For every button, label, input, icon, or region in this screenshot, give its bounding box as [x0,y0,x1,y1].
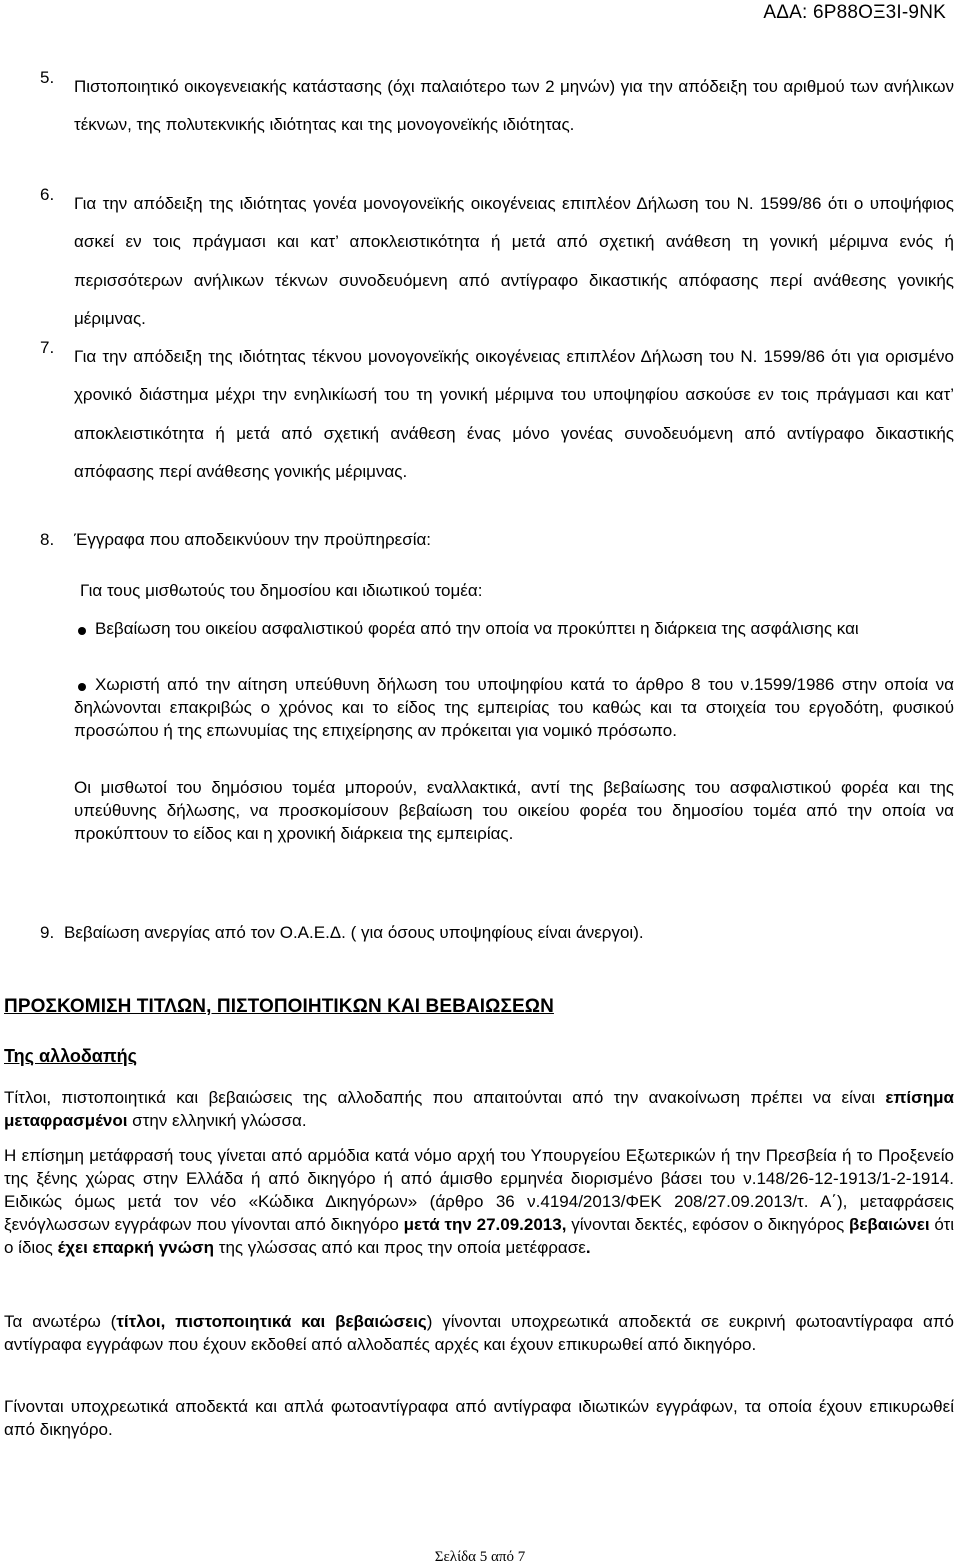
bold-run: επίσημα μεταφρασμένοι [4,1088,954,1130]
item-number: 5. [40,68,55,87]
item-first-line: Για την απόδειξη της ιδιότητας τέκνου μονογονεϊκής οικογένειας επιπλέον Δήλωση του Ν. [74,347,758,366]
item-text [74,338,954,492]
section-heading: ΠΡΟΣΚΟΜΙΣΗ ΤΙΤΛΩΝ, ΠΙΣΤΟΠΟΙΗΤΙΚΩΝ ΚΑΙ ΒΕΒΑΙΩΣΕΩΝ [4,996,554,1017]
paragraph-3 [4,1310,954,1356]
text-run: στην ελληνική γλώσσα. [127,1111,307,1130]
bullet-text: Χωριστή από την αίτηση υπεύθυνη δήλωση του υποψηφίου κατά το άρθρο 8 του ν.1599/1986 στην οποία να δηλώνονται επακριβώς ο χρόνος και το είδος της εμπειρίας του καθώς και τα στοιχεία του εργοδότη, φυσικού προσώπου ή της επωνυμίας της επιχείρησης αν πρόκειται για νομικό πρόσωπο. [74,675,954,740]
text-run: Η επίσημη μετάφρασή τους γίνεται από αρμόδια κατά νόμο αρχή του Υπουργείου Εξωτερικών ή την Πρεσβεία ή το Προξενείο της ξένης χώρας στην Ελλάδα ή από δικηγόρο ή από άμισθο ερμηνέα διορισμένο βάσει του ν.148/26-12-1913/1-2-1914. Ειδικώς όμως μετά τον νέο «Κώδικα Δικηγόρων» (άρθρο 36 ν.4194/2013/ΦΕΚ 208/27.09.2013/τ. Α΄), μεταφράσεις ξενόγλωσσων εγγράφων που γίνονται από δικηγόρο [4,1146,954,1234]
page-number: Σελίδα 5 από 7 [434,1549,526,1565]
text-run: ) γίνονται υποχρεωτικά αποδεκτά σε ευκρινή φωτοαντίγραφα από αντίγραφα εγγράφων που έχουν εκδοθεί από αλλοδαπές αρχές και έχουν επικυρωθεί από δικηγόρο. [4,1312,955,1354]
text-run: της γλώσσας από και προς την οποία μετέφρασε [214,1238,586,1257]
item-text: Βεβαίωση ανεργίας από τον Ο.Α.Ε.Δ. ( για όσους υποψηφίους είναι άνεργοι). [64,923,644,942]
item-text [74,185,954,339]
bold-run: τίτλοι, πιστοποιητικά και βεβαιώσεις [116,1312,427,1331]
bold-run: έχει επαρκή γνώση [57,1238,214,1257]
item-number: 6. [40,185,55,204]
item-continuation: 1599/86 ότι ο υποψήφιος ασκεί εν τοις πράγμασι και κατ’ αποκλειστικότητα ή μετά από σχετική ανάθεση τη γονική μέριμνα ενός ή περισσότερων ανήλικων τέκνων συνοδευόμενη από αντίγραφο δικαστικής απόφασης περί ανάθεσης γονικής μέριμνας. [74,194,954,329]
bold-run: . [585,1238,591,1257]
item-continuation: 1599/86 ότι για ορισμένο χρονικό διάστημα μέχρι την ενηλικίωσή του τη γονική μέριμνα του υποψηφίου ασκούσε εν τοις πράγμασι και κατ’ αποκλειστικότητα ή μετά από σχετική ανάθεση ένας μόνο γονέας συνοδευόμενη από αντίγραφο δικαστικής απόφασης περί ανάθεσης γονικής μέριμνας. [74,347,954,482]
text-run: ότι ο ίδιος [4,1215,955,1257]
text-run: Τα ανωτέρω ( [4,1312,117,1331]
ada-code: ΑΔΑ: 6Ρ88ΟΞ3Ι-9ΝΚ [763,2,946,23]
paragraph-4: Γίνονται υποχρεωτικά αποδεκτά και απλά φωτοαντίγραφα από αντίγραφα ιδιωτικών εγγράφων, τα οποία έχουν επικυρωθεί από δικηγόρο. [4,1397,954,1439]
bold-run: βεβαιώνει [848,1215,930,1234]
bullet-text: Βεβαίωση του οικείου ασφαλιστικού φορέα από την οποία να προκύπτει η διάρκεια της ασφάλισης και [95,619,859,638]
text-run: γίνονται δεκτές, εφόσον ο δικηγόρος [566,1215,849,1234]
item-number: 7. [40,338,55,357]
paragraph-2 [4,1144,954,1259]
section-subheading: Της αλλοδαπής [4,1046,137,1066]
item-paragraph: Οι μισθωτοί του δημόσιου τομέα μπορούν, εναλλακτικά, αντί της βεβαίωσης του ασφαλιστικού φορέα και της υπεύθυνης δήλωσης, να προσκομίσουν βεβαίωση του οικείου φορέα του δημοσίου τομέα από την οποία να προκύπτουν το είδος και η χρονική διάρκεια της εμπειρίας. [74,778,954,843]
item-number: 8. [40,530,55,549]
item-number: 9. [40,923,55,942]
text-run: Τίτλοι, πιστοποιητικά και βεβαιώσεις της αλλοδαπής που απαιτούνται από την ανακοίνωση πρέπει να είναι [4,1088,886,1107]
item-title: Έγγραφα που αποδεικνύουν την προϋπηρεσία: [74,530,432,549]
bold-run: μετά την 27.09.2013, [403,1215,567,1234]
item-first-line: Για την απόδειξη της ιδιότητας γονέα μονογονεϊκής οικογένειας επιπλέον Δήλωση του Ν. [74,194,754,213]
item-text: Πιστοποιητικό οικογενειακής κατάστασης (όχι παλαιότερο των 2 μηνών) για την απόδειξη του αριθμού των ανήλικων τέκνων, της πολυτεκνικής ιδιότητας και της μονογονεϊκής ιδιότητας. [74,77,954,135]
paragraph-1 [4,1086,954,1132]
item-subtitle: Για τους μισθωτούς του δημοσίου και ιδιωτικού τομέα: [80,581,483,600]
